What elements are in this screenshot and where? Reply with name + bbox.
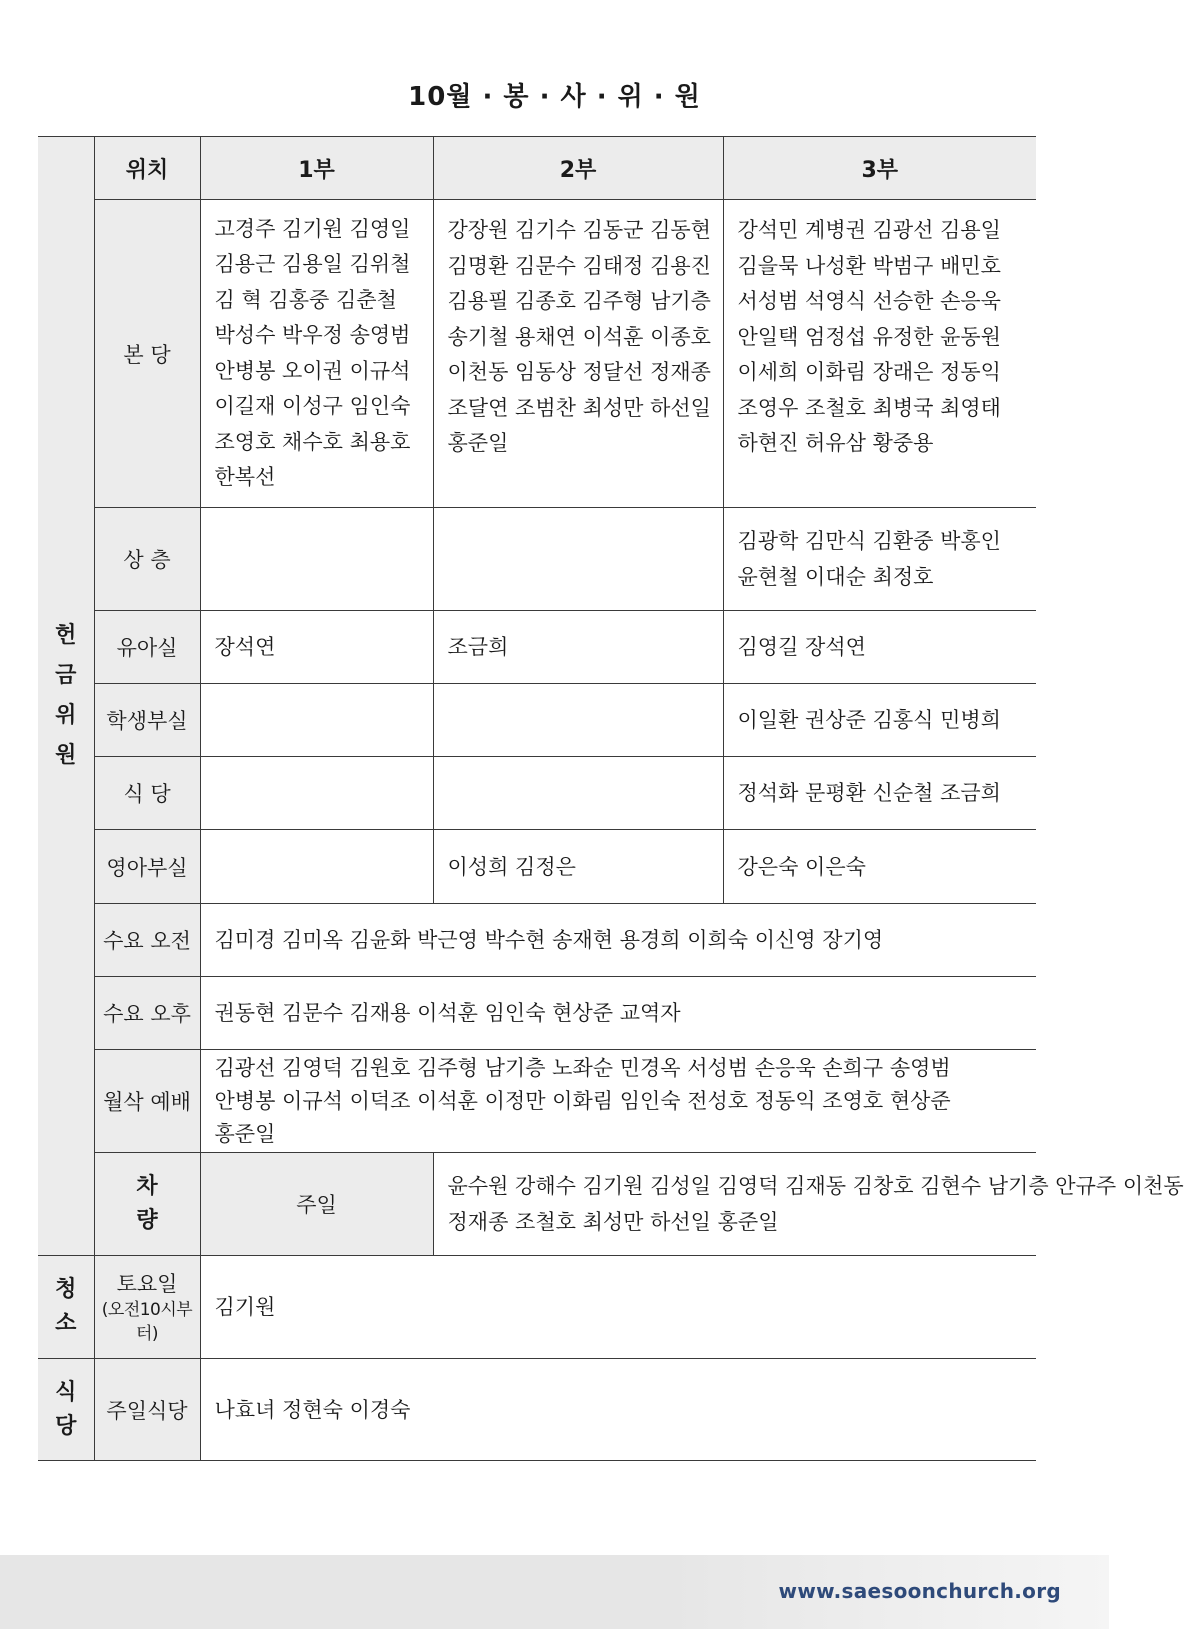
dining-s3-names: 정석화 문평환 신순철 조금희: [723, 757, 1036, 830]
group-cafeteria-char: 식: [55, 1379, 77, 1405]
student-s3-names: 이일환 권상준 김홍식 민병희: [723, 684, 1036, 757]
infant-s1-names: [200, 830, 433, 904]
cleaning-names: 김기원: [200, 1256, 1036, 1359]
row-cleaning: [38, 1256, 1036, 1359]
infant-s2-names: 이성희 김정은: [433, 830, 723, 904]
name-line: 윤현철 이대순 최정호: [737, 565, 934, 589]
group-offering-char: 원: [55, 743, 77, 768]
name-line: 홍준일: [447, 431, 509, 455]
name-line: 안병봉 이규석 이덕조 이석훈 이정만 이화림 임인숙 전성호 정동익 조영호 현상준: [214, 1088, 951, 1113]
group-vehicle: [94, 1153, 200, 1256]
row-wed-afternoon: [38, 977, 1036, 1050]
row-vehicle: [38, 1153, 1036, 1256]
row-nursery: [38, 611, 1036, 684]
group-cleaning: [38, 1256, 94, 1359]
label-infant-room: 영아부실: [94, 830, 200, 904]
dining-s1-names: [200, 757, 433, 830]
nursery-s3-names: 김영길 장석연: [723, 611, 1036, 684]
name-line: 김용필 김종호 김주형 남기층: [447, 289, 711, 313]
name-line: 고경주 김기원 김영일: [214, 216, 411, 241]
church-website-link[interactable]: www.saesoonchurch.org: [778, 1579, 1061, 1603]
name-line: 이길재 이성구 임인숙: [214, 394, 411, 418]
student-s2-names: [433, 684, 723, 757]
label-vehicle-sunday: 주일: [200, 1153, 433, 1256]
nursery-s1-names: 장석연: [200, 611, 433, 684]
cafeteria-names: 나효녀 정현숙 이경숙: [200, 1359, 1036, 1461]
monthly-service-names: [200, 1050, 1036, 1153]
name-line: 강석민 계병권 김광선 김용일: [737, 218, 1001, 242]
row-dining: [38, 757, 1036, 830]
label-wed-morning: 수요 오전: [94, 904, 200, 977]
label-cleaning-saturday: [94, 1256, 200, 1359]
label-cafeteria-sunday: 주일식당: [94, 1359, 200, 1461]
wed-afternoon-names: 권동현 김문수 김재용 이석훈 임인숙 현상준 교역자: [200, 977, 1036, 1050]
name-line: 조영호 채수호 최용호: [214, 429, 411, 454]
name-line: 조영우 조철호 최병국 최영태: [737, 395, 1001, 420]
name-line: 김용근 김용일 김위철: [214, 252, 411, 276]
vehicle-names: [433, 1153, 1184, 1256]
upper-s2-names: [433, 508, 723, 611]
name-line: 서성범 석영식 선승한 손응욱: [737, 289, 1001, 313]
name-line: 박성수 박우정 송영범: [214, 323, 411, 347]
group-offering-char: 금: [55, 663, 77, 688]
row-student-room: [38, 684, 1036, 757]
label-student-room: 학생부실: [94, 684, 200, 757]
row-wed-morning: [38, 904, 1036, 977]
group-cafeteria-char: 당: [55, 1413, 77, 1439]
row-infant-room: [38, 830, 1036, 904]
cleaning-time: (오전10시부터): [101, 1300, 193, 1344]
upper-s3-names: [723, 508, 1036, 611]
label-nursery: 유아실: [94, 611, 200, 684]
name-line: 하현진 허유삼 황중용: [737, 431, 934, 455]
footer-bar: [0, 1555, 1109, 1629]
name-line: 김광선 김영덕 김원호 김주형 남기층 노좌순 민경옥 서성범 손응욱 손희구 송영범: [214, 1055, 951, 1080]
group-cafeteria: [38, 1359, 94, 1461]
student-s1-names: [200, 684, 433, 757]
header-position: 위치: [94, 137, 200, 200]
group-offering: [38, 137, 94, 1256]
header-service-1: 1부: [200, 137, 433, 200]
group-cleaning-char: 청: [55, 1277, 77, 1302]
wed-morning-names: 김미경 김미옥 김윤화 박근영 박수현 송재현 용경희 이희숙 이신영 장기영: [200, 904, 1036, 977]
main-s1-names: [200, 200, 433, 508]
name-line: 안일택 엄정섭 유정한 윤동원: [737, 324, 1001, 349]
cleaning-day: 토요일: [116, 1272, 178, 1296]
label-wed-afternoon: 수요 오후: [94, 977, 200, 1050]
label-main-hall: 본 당: [94, 200, 200, 508]
infant-s3-names: 강은숙 이은숙: [723, 830, 1036, 904]
nursery-s2-names: 조금희: [433, 611, 723, 684]
volunteer-table: [38, 136, 1184, 1461]
name-line: 정재종 조철호 최성만 하선일 홍준일: [447, 1210, 779, 1234]
name-line: 홍준일: [214, 1121, 276, 1146]
name-line: 송기철 용채연 이석훈 이종호: [447, 324, 711, 349]
group-vehicle-char: 차: [136, 1174, 158, 1199]
name-line: 김명환 김문수 김태정 김용진: [447, 253, 711, 278]
dining-s2-names: [433, 757, 723, 830]
name-line: 강장원 김기수 김동군 김동현: [447, 218, 711, 242]
name-line: 이천동 임동상 정달선 정재종: [447, 360, 711, 384]
header-service-3: 3부: [723, 137, 1036, 200]
main-s3-names: [723, 200, 1036, 508]
name-line: 한복선: [214, 465, 276, 489]
name-line: 이세희 이화림 장래은 정동익: [737, 360, 1001, 384]
label-dining: 식 당: [94, 757, 200, 830]
header-row: [38, 137, 1036, 200]
name-line: 김을묵 나성환 박범구 배민호: [737, 253, 1001, 278]
group-cleaning-char: 소: [55, 1311, 77, 1336]
upper-s1-names: [200, 508, 433, 611]
name-line: 안병봉 오이권 이규석: [214, 358, 411, 383]
name-line: 윤수원 강해수 김기원 김성일 김영덕 김재동 김창호 김현수 남기층 안규주 이천동: [447, 1174, 1184, 1198]
row-upper-floor: [38, 508, 1036, 611]
row-cafeteria: [38, 1359, 1036, 1461]
name-line: 김광학 김만식 김환중 박홍인: [737, 529, 1001, 553]
group-offering-char: 헌: [55, 623, 77, 648]
main-s2-names: [433, 200, 723, 508]
name-line: 조달연 조범찬 최성만 하선일: [447, 395, 711, 420]
group-vehicle-char: 량: [136, 1208, 158, 1233]
group-offering-char: 위: [55, 703, 77, 728]
name-line: 김 혁 김홍중 김춘철: [214, 287, 397, 312]
label-upper-floor: 상 층: [94, 508, 200, 611]
label-monthly-service: 월삭 예배: [94, 1050, 200, 1153]
row-monthly-service: [38, 1050, 1036, 1153]
page-title: 10월 · 봉 · 사 · 위 · 원: [408, 82, 701, 112]
header-service-2: 2부: [433, 137, 723, 200]
row-main-hall: [38, 200, 1036, 508]
